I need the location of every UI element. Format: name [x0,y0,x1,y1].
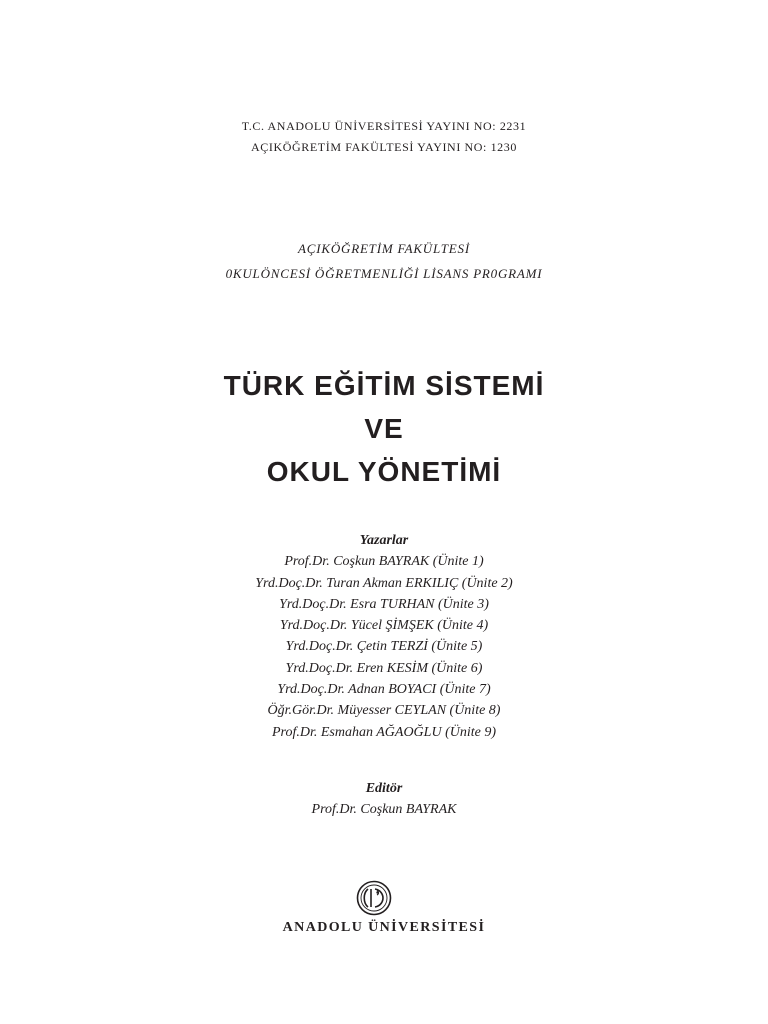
publisher-line-faculty: AÇIKÖĞRETİM FAKÜLTESİ YAYINI NO: 1230 [251,140,517,154]
book-title-line-3: OKUL YÖNETİMİ [266,456,502,487]
author-item: Yrd.Doç.Dr. Adnan BOYACI (Ünite 7) [277,682,491,698]
book-title-line-2: VE [364,413,404,444]
author-item: Yrd.Doç.Dr. Yücel ŞİMŞEK (Ünite 4) [279,618,489,634]
program-faculty: AÇIKÖĞRETİM FAKÜLTESİ [298,241,470,256]
authors-heading: Yazarlar [359,533,409,548]
author-item: Prof.Dr. Esmahan AĞAOĞLU (Ünite 9) [272,724,496,740]
editor-section [0,778,768,820]
author-item: Yrd.Doç.Dr. Turan Akman ERKILIÇ (Ünite 2) [255,575,513,591]
editor-heading: Editör [365,781,403,796]
publisher-info [0,116,768,158]
program-name: 0KULÖNCESİ ÖĞRETMENLİĞİ LİSANS PR0GRAMI [225,266,543,281]
author-item: Yrd.Doç.Dr. Eren KESİM (Ünite 6) [285,660,483,676]
editor-name: Prof.Dr. Coşkun BAYRAK [311,802,457,817]
author-item: Yrd.Doç.Dr. Çetin TERZİ (Ünite 5) [285,639,483,655]
anadolu-university-emblem-icon [354,880,394,916]
author-item: Prof.Dr. Coşkun BAYRAK (Ünite 1) [284,554,484,570]
university-name: ANADOLU ÜNİVERSİTESİ [282,920,486,935]
author-item: Yrd.Doç.Dr. Esra TURHAN (Ünite 3) [279,596,489,612]
authors-section [0,530,768,743]
program-info [0,236,768,286]
author-item: Öğr.Gör.Dr. Müyesser CEYLAN (Ünite 8) [267,703,501,719]
book-title-line-1: TÜRK EĞİTİM SİSTEMİ [223,370,545,401]
publisher-line-university: T.C. ANADOLU ÜNİVERSİTESİ YAYINI NO: 2231 [241,119,527,133]
book-title [0,364,768,493]
